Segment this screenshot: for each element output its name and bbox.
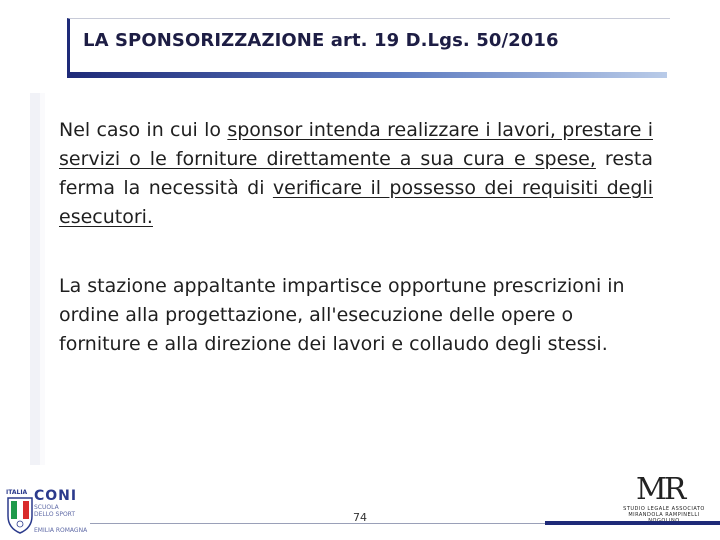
studio-logo-mark: MR	[636, 472, 684, 507]
title-underline-bar	[67, 72, 667, 78]
studio-logo-line1: STUDIO LEGALE ASSOCIATO	[623, 506, 705, 512]
logo-line1: SCUOLA	[34, 504, 59, 511]
left-margin-strip-light	[40, 93, 45, 465]
p1-text-a: Nel caso in cui lo	[59, 119, 228, 141]
left-margin-strip	[30, 93, 40, 465]
p1-underlined-b: verificare il possesso dei requisiti degli esecutori.	[59, 177, 653, 228]
slide-title: LA SPONSORIZZAZIONE art. 19 D.Lgs. 50/2016	[83, 30, 559, 51]
footer-accent-bar	[545, 521, 720, 525]
logo-line3: EMILIA ROMAGNA	[34, 527, 88, 534]
paragraph-2: La stazione appaltante impartisce opportune prescrizioni in ordine alla progettazione, all'esecuzione delle opere o forniture e alla direzione dei lavori e collaudo degli stessi.	[59, 275, 625, 355]
logo-country: ITALIA	[6, 489, 28, 496]
logo-coni-name: CONI	[34, 488, 78, 504]
p1-text-b: resta ferma la necessità di	[59, 148, 653, 199]
p1-underlined-a: sponsor intenda realizzare i lavori, prestare i servizi o le forniture direttamente a sua cura e spese,	[59, 119, 653, 170]
studio-logo-line2: MIRANDOLA RAMPINELLI	[628, 512, 700, 518]
logo-line2: DELLO SPORT	[34, 511, 76, 518]
page-number: 74	[353, 511, 367, 524]
paragraph-1	[59, 116, 653, 232]
